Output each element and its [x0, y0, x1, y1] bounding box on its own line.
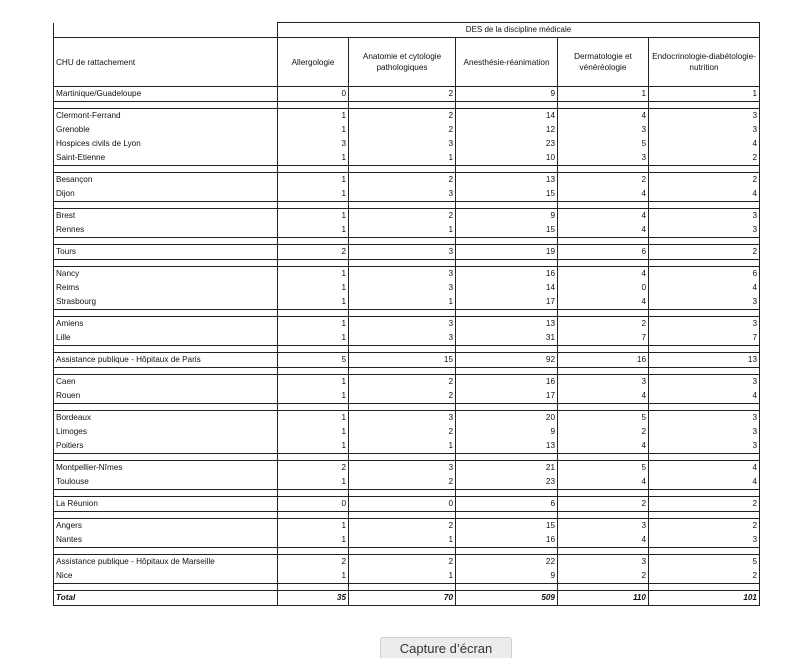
count-cell: 10 [456, 151, 558, 166]
count-cell: 17 [456, 295, 558, 310]
chu-name: La Réunion [54, 497, 278, 512]
count-cell: 1 [349, 439, 456, 454]
header-dermatologie: Dermatologie et vénéréologie [558, 38, 649, 87]
count-cell: 3 [349, 187, 456, 202]
count-cell: 7 [649, 331, 760, 346]
table-row [54, 475, 760, 490]
count-cell: 16 [456, 533, 558, 548]
count-cell: 92 [456, 353, 558, 368]
chu-name: Martinique/Guadeloupe [54, 87, 278, 102]
table-row [54, 123, 760, 137]
count-cell: 7 [558, 331, 649, 346]
total-label: Total [54, 591, 278, 606]
count-cell: 1 [278, 331, 349, 346]
count-cell: 2 [558, 173, 649, 188]
count-cell: 1 [349, 569, 456, 584]
group-spacer [54, 102, 760, 109]
count-cell: 3 [649, 425, 760, 439]
chu-name: Assistance publique - Hôpitaux de Marseille [54, 555, 278, 570]
count-cell: 31 [456, 331, 558, 346]
chu-name: Amiens [54, 317, 278, 332]
count-cell: 17 [456, 389, 558, 404]
group-spacer [54, 202, 760, 209]
group-spacer [54, 310, 760, 317]
table-row [54, 439, 760, 454]
count-cell: 2 [558, 569, 649, 584]
super-header: DES de la discipline médicale [278, 23, 760, 38]
count-cell: 3 [649, 439, 760, 454]
count-cell: 2 [349, 519, 456, 534]
count-cell: 2 [349, 209, 456, 224]
count-cell: 12 [456, 123, 558, 137]
table-row [54, 461, 760, 476]
super-header-row [54, 23, 760, 38]
table-row [54, 137, 760, 151]
table-row [54, 281, 760, 295]
count-cell: 1 [278, 519, 349, 534]
count-cell: 1 [649, 87, 760, 102]
chu-name: Dijon [54, 187, 278, 202]
count-cell: 1 [278, 389, 349, 404]
count-cell: 1 [278, 533, 349, 548]
count-cell: 1 [349, 533, 456, 548]
group-spacer [54, 404, 760, 411]
count-cell: 1 [278, 475, 349, 490]
count-cell: 3 [649, 223, 760, 238]
total-cell: 110 [558, 591, 649, 606]
table-row [54, 331, 760, 346]
chu-name: Bordeaux [54, 411, 278, 426]
table-row [54, 317, 760, 332]
count-cell: 13 [456, 439, 558, 454]
count-cell: 4 [558, 439, 649, 454]
count-cell: 15 [349, 353, 456, 368]
count-cell: 3 [649, 375, 760, 390]
group-spacer [54, 490, 760, 497]
count-cell: 3 [649, 533, 760, 548]
count-cell: 3 [349, 331, 456, 346]
count-cell: 5 [649, 555, 760, 570]
chu-name: Toulouse [54, 475, 278, 490]
count-cell: 3 [558, 519, 649, 534]
count-cell: 5 [278, 353, 349, 368]
count-cell: 4 [558, 295, 649, 310]
count-cell: 3 [349, 267, 456, 282]
count-cell: 1 [278, 187, 349, 202]
count-cell: 4 [558, 389, 649, 404]
count-cell: 1 [278, 569, 349, 584]
header-row [54, 38, 760, 87]
count-cell: 2 [349, 87, 456, 102]
count-cell: 1 [278, 439, 349, 454]
count-cell: 2 [649, 497, 760, 512]
count-cell: 6 [558, 245, 649, 260]
count-cell: 9 [456, 87, 558, 102]
chu-name: Tours [54, 245, 278, 260]
count-cell: 2 [349, 109, 456, 124]
count-cell: 4 [649, 475, 760, 490]
count-cell: 9 [456, 569, 558, 584]
des-table [53, 22, 760, 606]
count-cell: 1 [278, 109, 349, 124]
count-cell: 1 [558, 87, 649, 102]
total-cell: 509 [456, 591, 558, 606]
count-cell: 3 [349, 317, 456, 332]
count-cell: 1 [278, 281, 349, 295]
chu-name: Clermont-Ferrand [54, 109, 278, 124]
table-row [54, 209, 760, 224]
chu-name: Saint-Etienne [54, 151, 278, 166]
group-spacer [54, 548, 760, 555]
screenshot-caption: Capture d’écran [380, 637, 512, 658]
chu-name: Reims [54, 281, 278, 295]
table-row [54, 533, 760, 548]
count-cell: 21 [456, 461, 558, 476]
count-cell: 2 [349, 475, 456, 490]
count-cell: 3 [278, 137, 349, 151]
table-row [54, 173, 760, 188]
count-cell: 23 [456, 137, 558, 151]
chu-name: Assistance publique - Hôpitaux de Paris [54, 353, 278, 368]
chu-name: Montpellier-Nîmes [54, 461, 278, 476]
count-cell: 4 [649, 281, 760, 295]
table-row [54, 519, 760, 534]
group-spacer [54, 260, 760, 267]
chu-name: Strasbourg [54, 295, 278, 310]
count-cell: 3 [558, 375, 649, 390]
count-cell: 2 [649, 245, 760, 260]
header-anatomie: Anatomie et cytologie pathologiques [349, 38, 456, 87]
count-cell: 16 [456, 375, 558, 390]
table-row [54, 425, 760, 439]
group-spacer [54, 584, 760, 591]
count-cell: 22 [456, 555, 558, 570]
count-cell: 14 [456, 109, 558, 124]
chu-name: Brest [54, 209, 278, 224]
count-cell: 4 [558, 223, 649, 238]
count-cell: 3 [349, 137, 456, 151]
header-anesthesie: Anesthésie-réanimation [456, 38, 558, 87]
chu-name: Grenoble [54, 123, 278, 137]
count-cell: 3 [558, 555, 649, 570]
count-cell: 3 [649, 209, 760, 224]
count-cell: 4 [649, 187, 760, 202]
count-cell: 1 [278, 411, 349, 426]
chu-name: Poitiers [54, 439, 278, 454]
group-spacer [54, 512, 760, 519]
chu-name: Hospices civils de Lyon [54, 137, 278, 151]
header-endocrinologie: Endocrinologie-diabétologie-nutrition [649, 38, 760, 87]
count-cell: 2 [349, 555, 456, 570]
count-cell: 3 [649, 411, 760, 426]
count-cell: 13 [456, 317, 558, 332]
table-row [54, 353, 760, 368]
count-cell: 4 [558, 533, 649, 548]
count-cell: 9 [456, 425, 558, 439]
count-cell: 2 [349, 389, 456, 404]
count-cell: 16 [456, 267, 558, 282]
count-cell: 20 [456, 411, 558, 426]
table-row [54, 569, 760, 584]
group-spacer [54, 368, 760, 375]
count-cell: 2 [349, 425, 456, 439]
count-cell: 6 [456, 497, 558, 512]
total-cell: 35 [278, 591, 349, 606]
count-cell: 14 [456, 281, 558, 295]
count-cell: 1 [278, 375, 349, 390]
document-page [53, 22, 760, 606]
count-cell: 2 [278, 461, 349, 476]
table-row [54, 245, 760, 260]
count-cell: 4 [558, 109, 649, 124]
header-chu: CHU de rattachement [54, 38, 278, 87]
count-cell: 1 [278, 173, 349, 188]
group-spacer [54, 454, 760, 461]
chu-name: Caen [54, 375, 278, 390]
count-cell: 3 [349, 245, 456, 260]
group-spacer [54, 346, 760, 353]
count-cell: 3 [349, 461, 456, 476]
count-cell: 6 [649, 267, 760, 282]
table-row [54, 87, 760, 102]
chu-name: Rennes [54, 223, 278, 238]
count-cell: 3 [558, 151, 649, 166]
table-row [54, 223, 760, 238]
table-row [54, 411, 760, 426]
count-cell: 15 [456, 187, 558, 202]
chu-name: Nantes [54, 533, 278, 548]
group-spacer [54, 238, 760, 245]
count-cell: 3 [649, 109, 760, 124]
chu-name: Lille [54, 331, 278, 346]
count-cell: 5 [558, 411, 649, 426]
count-cell: 1 [349, 295, 456, 310]
count-cell: 4 [558, 475, 649, 490]
count-cell: 2 [558, 497, 649, 512]
count-cell: 3 [649, 317, 760, 332]
count-cell: 3 [349, 411, 456, 426]
group-spacer [54, 166, 760, 173]
count-cell: 0 [278, 87, 349, 102]
count-cell: 4 [649, 461, 760, 476]
table-row [54, 109, 760, 124]
chu-name: Nice [54, 569, 278, 584]
count-cell: 1 [278, 123, 349, 137]
total-cell: 101 [649, 591, 760, 606]
table-row [54, 497, 760, 512]
count-cell: 4 [649, 137, 760, 151]
count-cell: 2 [349, 173, 456, 188]
count-cell: 13 [649, 353, 760, 368]
table-row [54, 187, 760, 202]
count-cell: 2 [278, 245, 349, 260]
count-cell: 3 [349, 281, 456, 295]
count-cell: 16 [558, 353, 649, 368]
count-cell: 23 [456, 475, 558, 490]
count-cell: 2 [349, 123, 456, 137]
count-cell: 1 [278, 267, 349, 282]
table-row [54, 151, 760, 166]
table-row [54, 555, 760, 570]
count-cell: 15 [456, 223, 558, 238]
count-cell: 1 [278, 295, 349, 310]
count-cell: 2 [649, 519, 760, 534]
count-cell: 5 [558, 137, 649, 151]
count-cell: 2 [649, 173, 760, 188]
count-cell: 1 [349, 223, 456, 238]
count-cell: 2 [558, 317, 649, 332]
chu-name: Angers [54, 519, 278, 534]
count-cell: 2 [278, 555, 349, 570]
header-allergologie: Allergologie [278, 38, 349, 87]
count-cell: 2 [558, 425, 649, 439]
count-cell: 3 [558, 123, 649, 137]
count-cell: 1 [278, 317, 349, 332]
chu-name: Besançon [54, 173, 278, 188]
count-cell: 3 [649, 123, 760, 137]
count-cell: 1 [278, 425, 349, 439]
table-row [54, 375, 760, 390]
count-cell: 5 [558, 461, 649, 476]
count-cell: 1 [349, 151, 456, 166]
count-cell: 2 [349, 375, 456, 390]
count-cell: 2 [649, 151, 760, 166]
total-cell: 70 [349, 591, 456, 606]
total-row [54, 591, 760, 606]
count-cell: 2 [649, 569, 760, 584]
count-cell: 4 [558, 187, 649, 202]
count-cell: 4 [558, 267, 649, 282]
count-cell: 1 [278, 209, 349, 224]
count-cell: 4 [649, 389, 760, 404]
count-cell: 0 [349, 497, 456, 512]
chu-name: Nancy [54, 267, 278, 282]
count-cell: 15 [456, 519, 558, 534]
chu-name: Rouen [54, 389, 278, 404]
table-row [54, 389, 760, 404]
count-cell: 9 [456, 209, 558, 224]
table-row [54, 267, 760, 282]
count-cell: 1 [278, 223, 349, 238]
count-cell: 4 [558, 209, 649, 224]
count-cell: 1 [278, 151, 349, 166]
count-cell: 0 [558, 281, 649, 295]
count-cell: 19 [456, 245, 558, 260]
chu-name: Limoges [54, 425, 278, 439]
count-cell: 13 [456, 173, 558, 188]
count-cell: 0 [278, 497, 349, 512]
table-row [54, 295, 760, 310]
count-cell: 3 [649, 295, 760, 310]
